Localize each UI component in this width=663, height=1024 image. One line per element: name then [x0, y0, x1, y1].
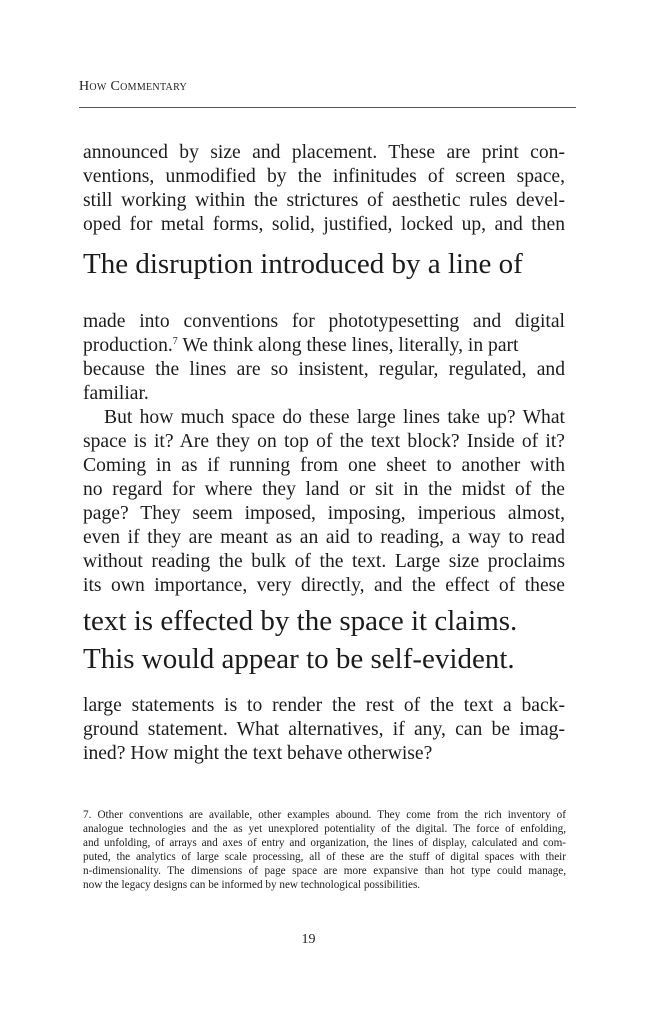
body-line: because the lines are so insistent, regular, regulated, and — [83, 359, 565, 380]
footnote-line: now the legacy designs can be informed by new technological possibilities. — [83, 879, 421, 891]
body-line: But how much space do these large lines take up? What — [104, 407, 565, 428]
footnote-line: analogue technologies and the as yet unexplored potentiality of the digital. The force of enfolding, — [83, 823, 566, 835]
body-line: made into conventions for phototypesetting and digital — [83, 311, 565, 332]
footnote-reference: 7 — [172, 336, 178, 347]
body-line: space is it? Are they on top of the text block? Inside of it? — [83, 431, 565, 452]
body-line: announced by size and placement. These are print con- — [83, 142, 565, 163]
body-line: familiar. — [83, 383, 149, 404]
footnote-line: puted, the analytics of large scale processing, all of these are the stuff of digital spaces with their — [83, 851, 566, 863]
running-head: How Commentary — [79, 79, 188, 94]
pull-quote: This would appear to be self-evident. — [83, 643, 515, 675]
header-rule — [79, 107, 576, 108]
pull-quote: text is effected by the space it claims. — [83, 605, 518, 637]
body-line: large statements is to render the rest of the text a back- — [83, 695, 565, 716]
footnote-line: 7. Other conventions are available, other examples abound. They come from the rich inventory of — [83, 809, 566, 821]
body-text-fragment: We think along these lines, literally, in part — [177, 335, 519, 356]
body-text-fragment: production. — [83, 335, 173, 356]
body-line: still working within the strictures of aesthetic rules devel- — [83, 190, 565, 211]
body-line: no regard for where they land or sit in the midst of the — [83, 479, 565, 500]
body-line — [83, 335, 519, 357]
body-line: ground statement. What alternatives, if any, can be imag- — [83, 719, 565, 740]
body-line: its own importance, very directly, and the effect of these — [83, 575, 565, 596]
pull-quote: The disruption introduced by a line of — [83, 248, 523, 280]
body-line: ined? How might the text behave otherwise? — [83, 743, 433, 764]
footnote-line: n-dimensionality. The dimensions of page space are more expansive than hot type could manage, — [83, 865, 566, 877]
body-line: page? They seem imposed, imposing, imperious almost, — [83, 503, 565, 524]
body-line: even if they are meant as an aid to reading, a way to read — [83, 527, 565, 548]
footnote-line: and unfolding, of arrays and axes of entry and organization, the lines of display, calculated and com- — [83, 837, 566, 849]
body-line: ventions, unmodified by the infinitudes of screen space, — [83, 166, 565, 187]
body-line: Coming in as if running from one sheet to another with — [83, 455, 565, 476]
page-number: 19 — [301, 932, 316, 947]
body-line: without reading the bulk of the text. Large size proclaims — [83, 551, 565, 572]
body-line: oped for metal forms, solid, justified, locked up, and then — [83, 214, 565, 235]
